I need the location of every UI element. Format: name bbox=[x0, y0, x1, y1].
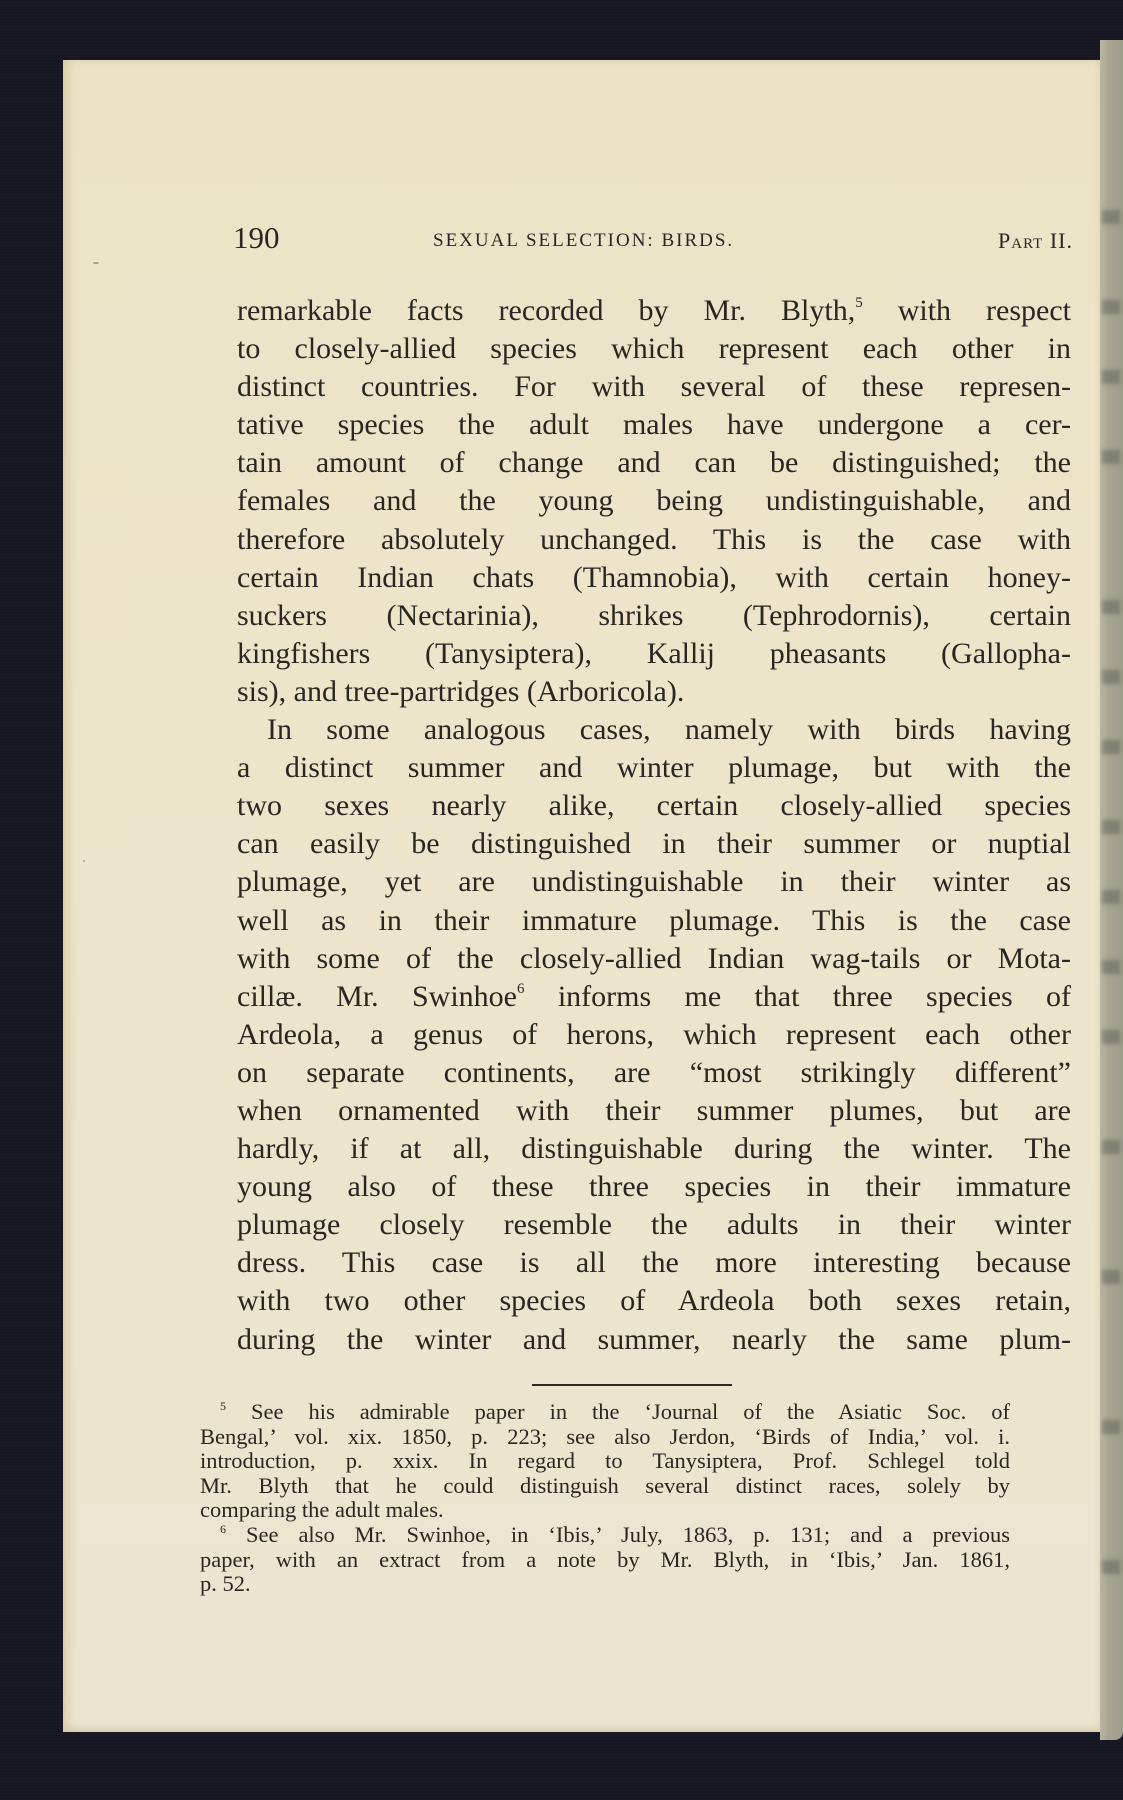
text-line: with some of the closely-allied Indian wag-tails or Mota- bbox=[237, 941, 1071, 975]
footnote-line: introduction, p. xxix. In regard to Tanysiptera, Prof. Schlegel told bbox=[200, 1448, 1010, 1474]
text-line: hardly, if at all, distinguishable during the winter. The bbox=[237, 1132, 1071, 1166]
footnote-line: comparing the adult males. bbox=[200, 1497, 444, 1523]
footnotes bbox=[200, 1400, 1010, 1597]
book-page bbox=[63, 60, 1100, 1732]
page-number: 190 bbox=[233, 220, 280, 255]
text-line: females and the young being undistinguishable, and bbox=[237, 484, 1071, 518]
footnote-line: Bengal,’ vol. xix. 1850, p. 223; see also Jerdon, ‘Birds of India,’ vol. i. bbox=[200, 1423, 1010, 1449]
part-label: Part II. bbox=[998, 228, 1073, 253]
text-line: on separate continents, are “most strikingly different” bbox=[237, 1055, 1071, 1089]
footnote-marker: 5 bbox=[220, 1399, 226, 1413]
text-line: well as in their immature plumage. This is the case bbox=[237, 903, 1071, 937]
footnote-ref-6[interactable]: 6 bbox=[517, 980, 525, 997]
footnote-line: Mr. Blyth that he could distinguish several distinct races, solely by bbox=[200, 1472, 1010, 1498]
text-line: two sexes nearly alike, certain closely-allied species bbox=[237, 789, 1071, 823]
text-line: plumage closely resemble the adults in their winter bbox=[237, 1208, 1071, 1242]
text-line: therefore absolutely unchanged. This is the case with bbox=[237, 522, 1071, 556]
running-title: SEXUAL SELECTION: BIRDS. bbox=[433, 230, 735, 251]
text-line: remarkable facts recorded by Mr. Blyth,$^5$ with respect bbox=[237, 294, 1071, 327]
text-line: young also of these three species in their immature bbox=[237, 1170, 1071, 1204]
text-line: certain Indian chats (Thamnobia), with certain honey- bbox=[237, 560, 1071, 594]
footnote-marker: 6 bbox=[220, 1521, 226, 1536]
text-line: tative species the adult males have undergone a cer- bbox=[237, 408, 1071, 442]
text-line: when ornamented with their summer plumes, but are bbox=[237, 1093, 1071, 1127]
text-line: can easily be distinguished in their summer or nuptial bbox=[237, 827, 1071, 861]
text-line: suckers (Nectarinia), shrikes (Tephrodornis), certain bbox=[237, 598, 1071, 632]
text-line: dress. This case is all the more interesting because bbox=[237, 1246, 1071, 1280]
text-line: to closely-allied species which represent each other in bbox=[237, 332, 1071, 366]
text-line: In some analogous cases, namely with birds having bbox=[267, 713, 1071, 747]
footnote-ref-5[interactable]: 5 bbox=[855, 295, 863, 311]
text-line: tain amount of change and can be distinguished; the bbox=[237, 446, 1071, 480]
footnote-line: $^6$ See also Mr. Swinhoe, in ‘Ibis,’ July, 1863, p. 131; and a previous bbox=[220, 1521, 1011, 1547]
text-line: with two other species of Ardeola both sexes retain, bbox=[237, 1284, 1071, 1318]
text-line: kingfishers (Tanysiptera), Kallij pheasants (Gallopha- bbox=[237, 636, 1071, 670]
footnote-line: p. 52. bbox=[200, 1571, 251, 1597]
text-line: cillæ. Mr. Swinhoe$^6$ informs me that three species of bbox=[237, 979, 1071, 1013]
running-head bbox=[233, 220, 1073, 260]
text-line: a distinct summer and winter plumage, but with the bbox=[237, 751, 1071, 785]
text-line: sis), and tree-partridges (Arboricola). bbox=[237, 674, 685, 708]
footnote-line: paper, with an extract from a note by Mr. Blyth, in ‘Ibis,’ Jan. 1861, bbox=[200, 1546, 1010, 1572]
footnote-line: $^5$ See his admirable paper in the ‘Journal of the Asiatic Soc. of bbox=[220, 1399, 1010, 1424]
text-line: during the winter and summer, nearly the same plum- bbox=[237, 1322, 1071, 1356]
footnote-6 bbox=[200, 1523, 1010, 1597]
text-line: plumage, yet are undistinguishable in their winter as bbox=[237, 865, 1071, 899]
adjacent-page-edge bbox=[1100, 40, 1123, 1740]
body-text bbox=[237, 292, 1071, 1359]
footnote-divider bbox=[532, 1384, 732, 1386]
footnote-5 bbox=[200, 1400, 1010, 1523]
text-line: distinct countries. For with several of these represen- bbox=[237, 370, 1071, 404]
text-line: Ardeola, a genus of herons, which represent each other bbox=[237, 1017, 1071, 1051]
